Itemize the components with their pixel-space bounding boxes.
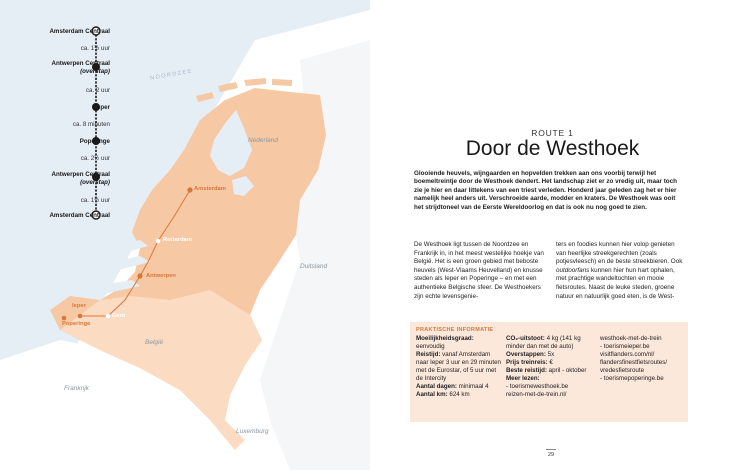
timeline-stop: Amsterdam Centraal — [49, 212, 110, 219]
info-value: 5x — [547, 351, 555, 358]
info-column-2 — [506, 335, 598, 399]
info-label: Moeilijkheidsgraad: — [416, 335, 474, 342]
body-emphasis: outdoorfans — [556, 266, 590, 274]
info-link[interactable]: - toerismeieper.be — [600, 343, 650, 350]
info-value: 4 kg (141 kg minder dan met de auto) — [506, 335, 581, 350]
info-heading: PRAKTISCHE INFORMATIE — [416, 327, 494, 333]
info-column-1 — [416, 335, 502, 399]
page-number: 29 — [546, 449, 556, 458]
country-label-luxembourg: Luxemburg — [236, 428, 269, 435]
timeline-stop: Amsterdam Centraal — [49, 28, 110, 35]
body-column-1: De Westhoek ligt tussen de Noordzee en Frankrijk in, in het meest westelijke hoekje van België. Het is een groen gebied met beboste heuvels (West-Vlaams Heuvelland) en knusse steden als Ieper en Poperinge – en met een authentieke Belgische sfeer. De Westhoekers zijn echte levensgenie- — [414, 241, 544, 300]
body-text: kunnen hier hun hart ophalen, met prachtige wandeltochten en mooie fietsroutes. Naast de leuke steden, groene natuur en natuurlijk goed eten, is de West- — [556, 266, 675, 300]
timeline-stop-name: Antwerpen Centraal — [51, 60, 110, 67]
info-column-3 — [600, 335, 688, 383]
timeline-stop: Poperinge — [79, 138, 110, 145]
intro-paragraph: Glooiende heuvels, wijngaarden en hopvelden trekken aan ons voorbij terwijl het boemeltreintje door de Westhoek dendert. Het landschap ziet er zo vredig uit, maar toch zie je hier en daar littekens van een triest verleden. Honderd jaar geleden zag het er hier namelijk heel anders uit. Verschroeide aarde, modder en kraters. De Westhoek was ooit het strijdtoneel van de Eerste Wereldoorlog en dat is ook nu nog goed te zien. — [414, 170, 678, 211]
timeline-stop — [10, 171, 110, 186]
timeline-stop-name: Antwerpen Centraal — [51, 171, 110, 178]
timeline-duration: ca. 8 minuten — [72, 121, 110, 128]
info-value: minimaal 4 — [458, 383, 489, 390]
info-value: eenvoudig — [416, 343, 445, 350]
sea-label: NOORDZEE — [149, 68, 194, 82]
body-column-2 — [556, 241, 686, 301]
article-page — [370, 0, 735, 476]
city-label-gent: Gent — [112, 313, 126, 319]
info-value: 624 km — [449, 391, 470, 398]
amsterdam-dot — [187, 187, 192, 192]
timeline-stop-note: (overstap) — [80, 178, 110, 186]
poperinge-dot — [62, 316, 67, 321]
rotterdam-dot — [156, 239, 161, 244]
page-title: Door de Westhoek — [465, 137, 640, 160]
country-label-belgium: België — [145, 339, 164, 346]
timeline-duration: ca. 2 uur — [85, 87, 110, 94]
wadden-island-4 — [272, 79, 292, 86]
info-link[interactable]: - toerismepoperinge.be — [600, 375, 664, 382]
info-link[interactable]: westhoek-met-de-trein — [600, 335, 662, 342]
info-link[interactable]: flandersfinestfietsroutes/ — [600, 359, 668, 366]
wadden-island-1 — [196, 92, 214, 102]
info-value: april - oktober — [548, 367, 587, 374]
timeline-duration: ca. 1½ uur — [80, 45, 110, 52]
route-kicker: ROUTE 1 — [531, 128, 574, 138]
gent-dot — [106, 314, 111, 319]
info-label: Meer lezen: — [506, 375, 540, 382]
info-value: vanaf Amsterdam naar Ieper 3 uur en 29 minuten met de Eurostar, of 5 uur met de Intercity — [416, 351, 501, 382]
country-label-germany: Duitsland — [300, 263, 328, 270]
info-label: Prijs treinreis: — [506, 359, 548, 366]
info-label: CO₂-uitstoot: — [506, 335, 545, 342]
info-link[interactable]: - toerismewesthoek.be — [506, 383, 569, 390]
city-label-antwerpen: Antwerpen — [146, 273, 176, 279]
info-link[interactable]: reizen-met-de-trein.nl/ — [506, 391, 567, 398]
info-value: € — [549, 359, 553, 366]
timeline-duration: ca. 2½ uur — [80, 155, 110, 162]
ieper-dot — [78, 314, 83, 319]
info-label: Beste reistijd: — [506, 367, 547, 374]
timeline-stop: Ieper — [95, 104, 110, 111]
city-label-amsterdam: Amsterdam — [194, 186, 226, 192]
info-link[interactable]: visitflanders.com/nl/ — [600, 351, 655, 358]
country-label-france: Frankrijk — [64, 385, 89, 392]
antwerpen-dot — [137, 273, 142, 278]
timeline-stop-note: (overstap) — [80, 67, 110, 75]
city-label-poperinge: Poperinge — [62, 321, 91, 327]
practical-info-box — [410, 322, 688, 422]
city-label-ieper: Ieper — [72, 303, 86, 309]
timeline-stop — [10, 60, 110, 75]
info-label: Reistijd: — [416, 351, 441, 358]
info-label: Aantal dagen: — [416, 383, 457, 390]
body-text: ters en foodies kunnen hier volop genieten van heerlijke streekgerechten (zoals potjesvleesch) en de beste streekbieren. Ook — [556, 241, 683, 266]
info-label: Aantal km: — [416, 391, 448, 398]
timeline-duration: ca. 1½ uur — [80, 197, 110, 204]
info-link[interactable]: vredesfietsroute — [600, 367, 645, 374]
city-label-rotterdam: Rotterdam — [163, 237, 192, 243]
info-label: Overstappen: — [506, 351, 546, 358]
country-label-netherlands: Nederland — [248, 137, 278, 144]
